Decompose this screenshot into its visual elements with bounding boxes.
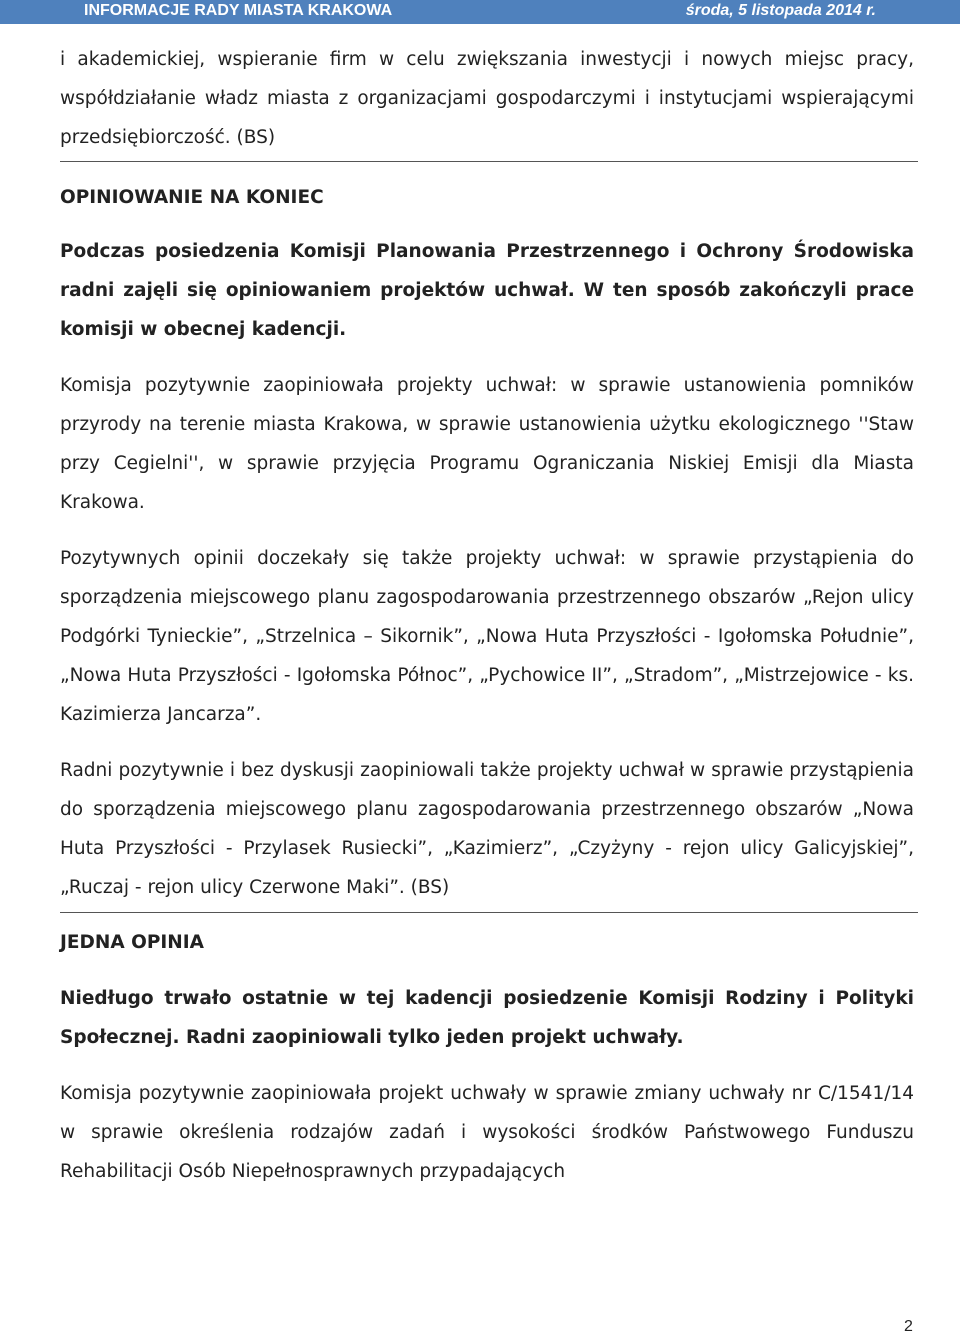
article-lead: Podczas posiedzenia Komisji Planowania Przestrzennego i Ochrony Środowiska radni zajęli się opiniowaniem projektów uchwał. W ten sposób zakończyli prace komisji w obecnej kadencji. (60, 241, 914, 340)
section-heading: JEDNA OPINIA (60, 932, 204, 953)
article-paragraph: Komisja pozytywnie zaopiniowała projekty uchwał: w sprawie ustanowienia pomników przyrody na terenie miasta Krakowa, w sprawie ustanowienia użytku ekologicznego ''Staw przy Cegielni'', w sprawie przyjęcia Programu Ograniczania Niskiej Emisji dla Miasta Krakowa. (60, 375, 914, 513)
section-heading: OPINIOWANIE NA KONIEC (60, 187, 324, 208)
section-divider (60, 161, 918, 162)
section-divider (60, 912, 918, 913)
article-continuation: i akademickiej, wspieranie firm w celu zwiększania inwestycji i nowych miejsc pracy, współdziałanie władz miasta z organizacjami gospodarczymi i instytucjami wspierającymi przedsiębiorczość. (BS) (60, 49, 914, 148)
article-paragraph: Radni pozytywnie i bez dyskusji zaopiniowali także projekty uchwał w sprawie przystąpienia do sporządzenia miejscowego planu zagospodarowania przestrzennego obszarów „Nowa Huta Przyszłości - Przylasek Rusiecki”, „Kazimierz”, „Czyżyny - rejon ulicy Galicyjskiej”, „Ruczaj - rejon ulicy Czerwone Maki”. (BS) (60, 760, 914, 898)
article-lead: Niedługo trwało ostatnie w tej kadencji posiedzenie Komisji Rodziny i Polityki Społecznej. Radni zaopiniowali tylko jeden projekt uchwały. (60, 988, 914, 1048)
article-paragraph: Komisja pozytywnie zaopiniowała projekt uchwały w sprawie zmiany uchwały nr C/1541/14 w sprawie określenia rodzajów zadań i wysokości środków Państwowego Funduszu Rehabilitacji Osób Niepełnosprawnych przypadających (60, 1083, 914, 1182)
page-header (0, 0, 960, 24)
newsletter-title: INFORMACJE RADY MIASTA KRAKOWA (84, 2, 393, 19)
document-body (60, 40, 914, 1191)
article-paragraph: Pozytywnych opinii doczekały się także projekty uchwał: w sprawie przystąpienia do sporządzenia miejscowego planu zagospodarowania przestrzennego obszarów „Rejon ulicy Podgórki Tynieckie”, „Strzelnica – Sikornik”, „Nowa Huta Przyszłości - Igołomska Południe”, „Nowa Huta Przyszłości - Igołomska Północ”, „Pychowice II”, „Stradom”, „Mistrzejowice - ks. Kazimierza Jancarza”. (60, 548, 914, 725)
page-number: 2 (904, 1318, 913, 1335)
issue-date: środa, 5 listopada 2014 r. (685, 2, 876, 19)
